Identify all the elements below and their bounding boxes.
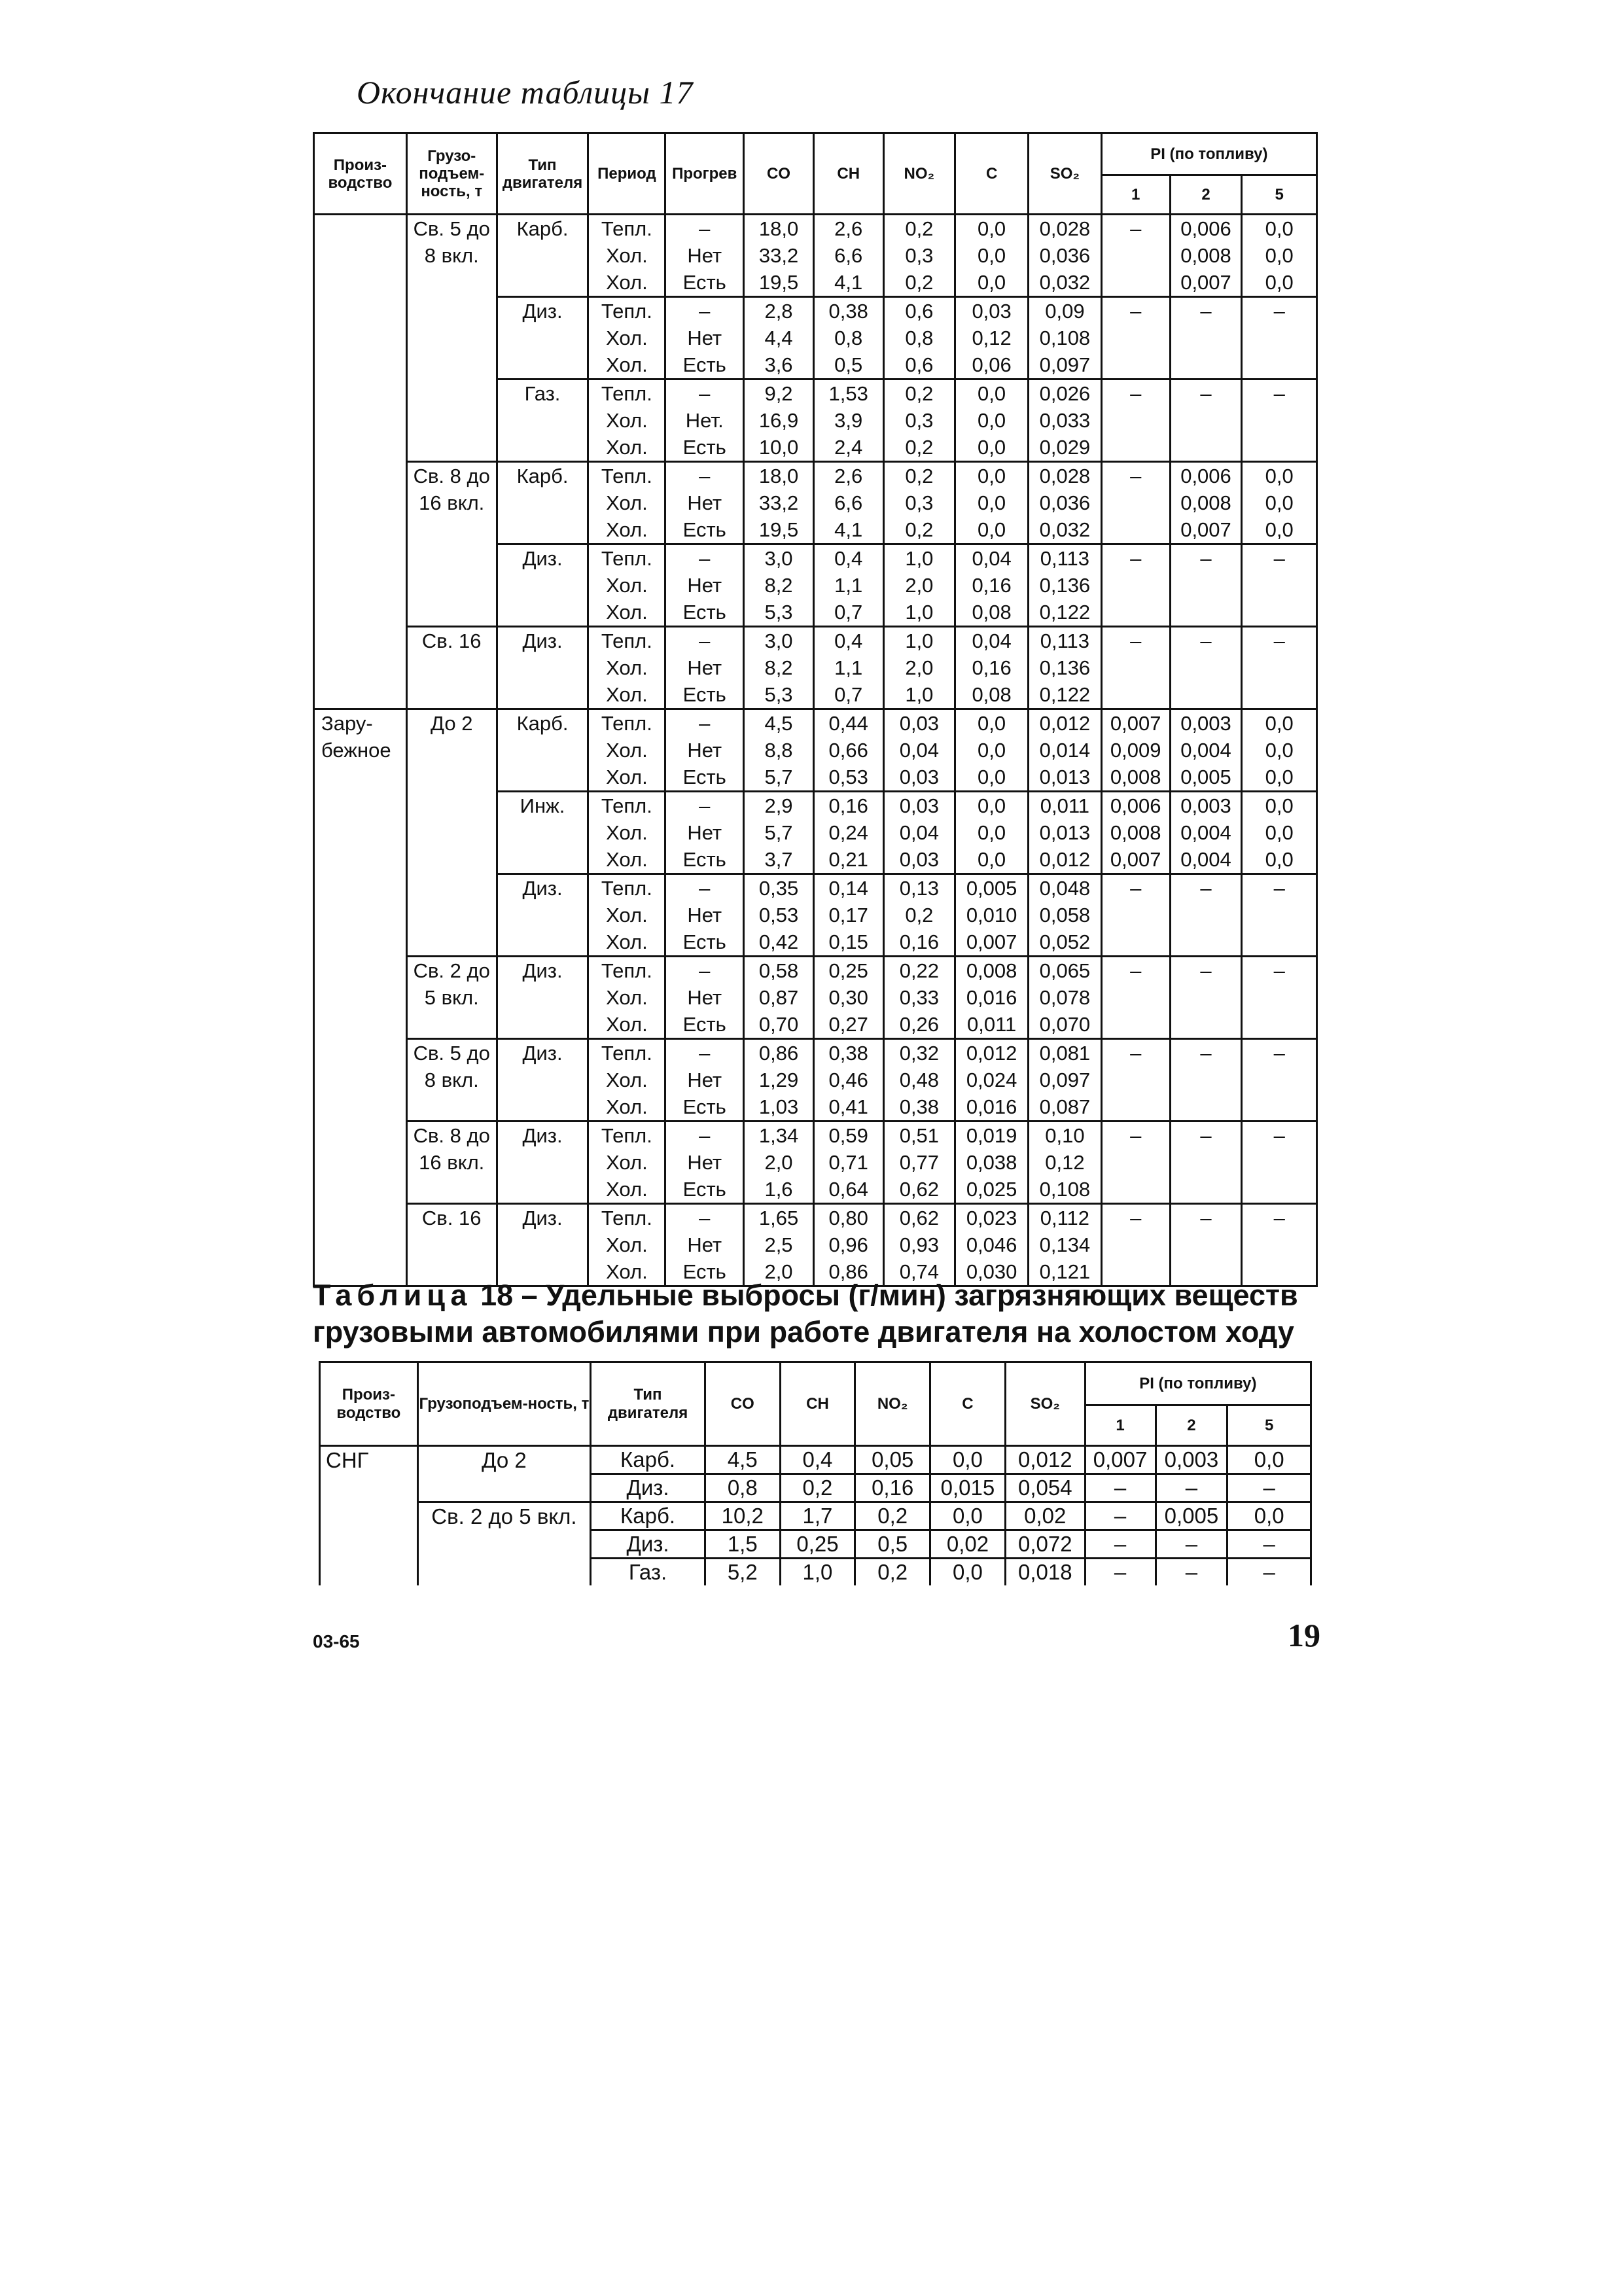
cell-no2: 0,62 0,93 0,74	[883, 1204, 955, 1286]
cell-pi1: –	[1101, 1204, 1170, 1286]
cell-pi2: 0,003 0,004 0,004	[1170, 792, 1242, 874]
cell-so2: 0,081 0,097 0,087	[1029, 1039, 1102, 1122]
cell-producer: СНГ	[320, 1446, 418, 1474]
cell-pi5: 0,0	[1227, 1446, 1311, 1474]
cell-co: 2,9 5,7 3,7	[744, 792, 814, 874]
cell-co: 18,0 33,2 19,5	[744, 462, 814, 544]
cell-capacity	[417, 1530, 590, 1559]
cell-so2: 0,113 0,136 0,122	[1029, 544, 1102, 627]
cell-warmup: – Нет Есть	[665, 874, 744, 957]
t18-header-co: CO	[705, 1362, 780, 1446]
cell-c: 0,012 0,024 0,016	[955, 1039, 1029, 1122]
cell-period: Тепл. Хол. Хол.	[588, 1122, 665, 1204]
cell-ch: 0,4 1,1 0,7	[813, 544, 883, 627]
cell-pi1: –	[1085, 1502, 1156, 1530]
table-row	[314, 709, 1317, 792]
cell-co: 4,5 8,8 5,7	[744, 709, 814, 792]
cell-co: 2,8 4,4 3,6	[744, 297, 814, 380]
cell-ch: 1,53 3,9 2,4	[813, 380, 883, 462]
cell-ch: 0,80 0,96 0,86	[813, 1204, 883, 1286]
cell-pi1: –	[1101, 627, 1170, 709]
cell-so2: 0,09 0,108 0,097	[1029, 297, 1102, 380]
table-row	[314, 215, 1317, 297]
cell-producer	[320, 1502, 418, 1530]
cell-producer	[314, 627, 407, 709]
cell-pi5: 0,0 0,0 0,0	[1242, 215, 1317, 297]
cell-ch: 0,59 0,71 0,64	[813, 1122, 883, 1204]
cell-pi5: 0,0	[1227, 1502, 1311, 1530]
t18-header-pi-1: 1	[1085, 1405, 1156, 1446]
cell-engine: Диз.	[591, 1474, 705, 1502]
table-row	[320, 1474, 1311, 1502]
cell-pi1: –	[1085, 1530, 1156, 1559]
cell-c: 0,0	[930, 1502, 1006, 1530]
cell-no2: 0,13 0,2 0,16	[883, 874, 955, 957]
table-row	[314, 1122, 1317, 1204]
table-row	[314, 297, 1317, 380]
cell-pi1: –	[1101, 1122, 1170, 1204]
cell-pi2: 0,006 0,008 0,007	[1170, 462, 1242, 544]
cell-engine: Диз.	[497, 297, 588, 380]
cell-producer	[320, 1559, 418, 1586]
cell-engine: Диз.	[591, 1530, 705, 1559]
cell-no2: 0,5	[855, 1530, 930, 1559]
cell-producer	[314, 215, 407, 297]
cell-producer	[314, 380, 407, 462]
cell-so2: 0,112 0,134 0,121	[1029, 1204, 1102, 1286]
cell-no2: 0,2	[855, 1502, 930, 1530]
cell-pi2: –	[1156, 1530, 1227, 1559]
cell-producer: Зару-бежное	[314, 709, 407, 792]
cell-pi2: –	[1170, 1122, 1242, 1204]
cell-pi2: 0,003 0,004 0,005	[1170, 709, 1242, 792]
header-period: Период	[588, 133, 665, 215]
cell-ch: 0,4 1,1 0,7	[813, 627, 883, 709]
cell-pi5: 0,0 0,0 0,0	[1242, 709, 1317, 792]
cell-no2: 0,16	[855, 1474, 930, 1502]
table-row	[320, 1530, 1311, 1559]
header-no2: NO₂	[883, 133, 955, 215]
cell-pi5: –	[1242, 627, 1317, 709]
cell-warmup: – Нет Есть	[665, 1039, 744, 1122]
cell-pi2: –	[1170, 1204, 1242, 1286]
cell-no2: 1,0 2,0 1,0	[883, 627, 955, 709]
cell-pi2: –	[1170, 544, 1242, 627]
table-18-title-text: 18 – Удельные выбросы (г/мин) загрязняющих веществ грузовыми автомобилями при работе двигателя на холостом ходу	[313, 1279, 1298, 1349]
cell-no2: 0,05	[855, 1446, 930, 1474]
cell-producer	[314, 544, 407, 627]
cell-ch: 2,6 6,6 4,1	[813, 462, 883, 544]
cell-no2: 1,0 2,0 1,0	[883, 544, 955, 627]
header-engine: Тип двигателя	[497, 133, 588, 215]
cell-producer	[314, 1204, 407, 1286]
cell-pi5: –	[1242, 1122, 1317, 1204]
table-18-title	[313, 1277, 1318, 1351]
t18-header-pi-5: 5	[1227, 1405, 1311, 1446]
cell-capacity: До 2	[406, 709, 497, 792]
cell-pi2: 0,005	[1156, 1502, 1227, 1530]
cell-capacity: Св. 2 до 5 вкл.	[406, 957, 497, 1039]
cell-so2: 0,018	[1005, 1559, 1085, 1586]
cell-capacity	[406, 380, 497, 462]
t18-header-producer: Произ-водство	[320, 1362, 418, 1446]
cell-pi1: –	[1101, 874, 1170, 957]
cell-engine: Газ.	[497, 380, 588, 462]
cell-pi2: 0,006 0,008 0,007	[1170, 215, 1242, 297]
cell-warmup: – Нет Есть	[665, 957, 744, 1039]
cell-pi5: –	[1242, 874, 1317, 957]
table-row	[314, 627, 1317, 709]
cell-pi1: –	[1101, 1039, 1170, 1122]
cell-period: Тепл. Хол. Хол.	[588, 1204, 665, 1286]
cell-co: 4,5	[705, 1446, 780, 1474]
cell-pi2: –	[1170, 297, 1242, 380]
cell-producer	[314, 874, 407, 957]
cell-ch: 0,44 0,66 0,53	[813, 709, 883, 792]
table-row	[314, 957, 1317, 1039]
cell-producer	[314, 957, 407, 1039]
cell-ch: 0,38 0,46 0,41	[813, 1039, 883, 1122]
table-row	[314, 380, 1317, 462]
cell-pi5: –	[1227, 1530, 1311, 1559]
cell-pi2: 0,003	[1156, 1446, 1227, 1474]
table-row	[314, 1039, 1317, 1122]
footer-code: 03-65	[313, 1631, 360, 1651]
cell-engine: Диз.	[497, 957, 588, 1039]
page-number: 19	[1288, 1617, 1320, 1653]
cell-pi5: –	[1227, 1474, 1311, 1502]
cell-engine: Диз.	[497, 627, 588, 709]
cell-pi5: –	[1227, 1559, 1311, 1586]
table-row	[320, 1502, 1311, 1530]
cell-ch: 1,7	[780, 1502, 855, 1530]
cell-engine: Диз.	[497, 544, 588, 627]
cell-so2: 0,065 0,078 0,070	[1029, 957, 1102, 1039]
cell-no2: 0,22 0,33 0,26	[883, 957, 955, 1039]
cell-c: 0,023 0,046 0,030	[955, 1204, 1029, 1286]
cell-capacity: Св. 2 до 5 вкл.	[417, 1502, 590, 1530]
cell-warmup: – Нет Есть	[665, 462, 744, 544]
cell-c: 0,015	[930, 1474, 1006, 1502]
cell-pi1: 0,006 0,008 0,007	[1101, 792, 1170, 874]
cell-warmup: – Нет. Есть	[665, 380, 744, 462]
t18-header-capacity: Грузоподъем-ность, т	[417, 1362, 590, 1446]
cell-so2: 0,012 0,014 0,013	[1029, 709, 1102, 792]
cell-c: 0,0 0,0 0,0	[955, 792, 1029, 874]
cell-pi5: –	[1242, 1039, 1317, 1122]
cell-capacity	[406, 544, 497, 627]
cell-so2: 0,028 0,036 0,032	[1029, 462, 1102, 544]
table-row	[314, 874, 1317, 957]
cell-pi1: 0,007	[1085, 1446, 1156, 1474]
cell-capacity: Св. 8 до 16 вкл.	[406, 1122, 497, 1204]
table-18-body	[320, 1446, 1311, 1586]
cell-co: 0,8	[705, 1474, 780, 1502]
cell-period: Тепл. Хол. Хол.	[588, 297, 665, 380]
table-continuation-caption: Окончание таблицы 17	[357, 74, 694, 111]
cell-pi1: –	[1101, 380, 1170, 462]
cell-pi2: –	[1156, 1559, 1227, 1586]
cell-period: Тепл. Хол. Хол.	[588, 215, 665, 297]
cell-so2: 0,048 0,058 0,052	[1029, 874, 1102, 957]
cell-so2: 0,113 0,136 0,122	[1029, 627, 1102, 709]
cell-c: 0,008 0,016 0,011	[955, 957, 1029, 1039]
cell-co: 3,0 8,2 5,3	[744, 627, 814, 709]
cell-pi1: –	[1101, 957, 1170, 1039]
cell-period: Тепл. Хол. Хол.	[588, 1039, 665, 1122]
cell-c: 0,005 0,010 0,007	[955, 874, 1029, 957]
cell-co: 1,5	[705, 1530, 780, 1559]
cell-so2: 0,011 0,013 0,012	[1029, 792, 1102, 874]
cell-engine: Диз.	[497, 1039, 588, 1122]
header-warmup: Прогрев	[665, 133, 744, 215]
cell-capacity: Св. 5 до 8 вкл.	[406, 215, 497, 297]
cell-so2: 0,026 0,033 0,029	[1029, 380, 1102, 462]
cell-ch: 0,25 0,30 0,27	[813, 957, 883, 1039]
header-ch: CH	[813, 133, 883, 215]
cell-capacity	[417, 1559, 590, 1586]
cell-no2: 0,6 0,8 0,6	[883, 297, 955, 380]
cell-co: 1,65 2,5 2,0	[744, 1204, 814, 1286]
cell-co: 1,34 2,0 1,6	[744, 1122, 814, 1204]
cell-pi5: 0,0 0,0 0,0	[1242, 462, 1317, 544]
cell-no2: 0,51 0,77 0,62	[883, 1122, 955, 1204]
table-row	[314, 1204, 1317, 1286]
cell-warmup: – Нет Есть	[665, 215, 744, 297]
cell-period: Тепл. Хол. Хол.	[588, 462, 665, 544]
cell-c: 0,04 0,16 0,08	[955, 544, 1029, 627]
cell-capacity: Св. 8 до 16 вкл.	[406, 462, 497, 544]
t18-header-engine: Тип двигателя	[591, 1362, 705, 1446]
cell-c: 0,02	[930, 1530, 1006, 1559]
cell-c: 0,03 0,12 0,06	[955, 297, 1029, 380]
cell-period: Тепл. Хол. Хол.	[588, 709, 665, 792]
header-pi: PI (по топливу)	[1101, 133, 1316, 175]
cell-capacity	[406, 297, 497, 380]
cell-pi2: –	[1170, 1039, 1242, 1122]
cell-co: 18,0 33,2 19,5	[744, 215, 814, 297]
cell-pi5: 0,0 0,0 0,0	[1242, 792, 1317, 874]
t18-header-pi: PI (по топливу)	[1085, 1362, 1311, 1405]
cell-c: 0,0 0,0 0,0	[955, 215, 1029, 297]
cell-capacity: Св. 16	[406, 1204, 497, 1286]
header-capacity: Грузо-подъем-ность, т	[406, 133, 497, 215]
cell-pi5: –	[1242, 297, 1317, 380]
cell-period: Тепл. Хол. Хол.	[588, 380, 665, 462]
cell-c: 0,04 0,16 0,08	[955, 627, 1029, 709]
cell-no2: 0,32 0,48 0,38	[883, 1039, 955, 1122]
t18-header-pi-2: 2	[1156, 1405, 1227, 1446]
cell-ch: 0,14 0,17 0,15	[813, 874, 883, 957]
cell-co: 3,0 8,2 5,3	[744, 544, 814, 627]
cell-ch: 0,16 0,24 0,21	[813, 792, 883, 874]
header-pi-2: 2	[1170, 175, 1242, 215]
cell-ch: 0,38 0,8 0,5	[813, 297, 883, 380]
cell-pi1: –	[1101, 462, 1170, 544]
cell-pi1: –	[1085, 1474, 1156, 1502]
cell-c: 0,0 0,0 0,0	[955, 462, 1029, 544]
cell-engine: Карб.	[591, 1502, 705, 1530]
cell-warmup: – Нет Есть	[665, 627, 744, 709]
cell-ch: 2,6 6,6 4,1	[813, 215, 883, 297]
cell-capacity: Св. 16	[406, 627, 497, 709]
cell-c: 0,0	[930, 1446, 1006, 1474]
cell-producer	[320, 1530, 418, 1559]
table-17	[313, 132, 1318, 1287]
header-pi-5: 5	[1242, 175, 1317, 215]
cell-so2: 0,028 0,036 0,032	[1029, 215, 1102, 297]
cell-period: Тепл. Хол. Хол.	[588, 874, 665, 957]
cell-warmup: – Нет Есть	[665, 1204, 744, 1286]
cell-capacity	[406, 792, 497, 874]
cell-ch: 1,0	[780, 1559, 855, 1586]
t18-header-no2: NO₂	[855, 1362, 930, 1446]
cell-pi5: –	[1242, 380, 1317, 462]
cell-warmup: – Нет Есть	[665, 792, 744, 874]
header-producer: Произ-водство	[314, 133, 407, 215]
cell-no2: 0,2 0,3 0,2	[883, 215, 955, 297]
cell-co: 0,86 1,29 1,03	[744, 1039, 814, 1122]
cell-co: 9,2 16,9 10,0	[744, 380, 814, 462]
cell-so2: 0,072	[1005, 1530, 1085, 1559]
cell-engine: Карб.	[497, 462, 588, 544]
cell-no2: 0,2	[855, 1559, 930, 1586]
cell-no2: 0,03 0,04 0,03	[883, 792, 955, 874]
table-18	[319, 1361, 1312, 1585]
cell-c: 0,019 0,038 0,025	[955, 1122, 1029, 1204]
cell-capacity: До 2	[417, 1446, 590, 1474]
header-pi-1: 1	[1101, 175, 1170, 215]
cell-capacity	[406, 874, 497, 957]
cell-capacity: Св. 5 до 8 вкл.	[406, 1039, 497, 1122]
cell-producer	[320, 1474, 418, 1502]
cell-engine: Инж.	[497, 792, 588, 874]
cell-period: Тепл. Хол. Хол.	[588, 957, 665, 1039]
cell-ch: 0,2	[780, 1474, 855, 1502]
header-so2: SO₂	[1029, 133, 1102, 215]
cell-co: 0,35 0,53 0,42	[744, 874, 814, 957]
cell-warmup: – Нет Есть	[665, 544, 744, 627]
cell-so2: 0,012	[1005, 1446, 1085, 1474]
cell-producer	[314, 1039, 407, 1122]
cell-pi1: 0,007 0,009 0,008	[1101, 709, 1170, 792]
header-co: CO	[744, 133, 814, 215]
cell-engine: Карб.	[497, 215, 588, 297]
cell-warmup: – Нет Есть	[665, 297, 744, 380]
cell-no2: 0,03 0,04 0,03	[883, 709, 955, 792]
cell-engine: Диз.	[497, 1204, 588, 1286]
cell-pi5: –	[1242, 957, 1317, 1039]
cell-ch: 0,25	[780, 1530, 855, 1559]
cell-so2: 0,10 0,12 0,108	[1029, 1122, 1102, 1204]
cell-co: 10,2	[705, 1502, 780, 1530]
t18-header-c: C	[930, 1362, 1006, 1446]
cell-pi2: –	[1170, 380, 1242, 462]
cell-pi5: –	[1242, 544, 1317, 627]
cell-c: 0,0	[930, 1559, 1006, 1586]
table-17-body	[314, 215, 1317, 1286]
header-c: C	[955, 133, 1029, 215]
cell-c: 0,0 0,0 0,0	[955, 380, 1029, 462]
cell-warmup: – Нет Есть	[665, 1122, 744, 1204]
cell-pi5: –	[1242, 1204, 1317, 1286]
cell-producer	[314, 1122, 407, 1204]
cell-pi1: –	[1101, 544, 1170, 627]
cell-engine: Карб.	[591, 1446, 705, 1474]
cell-engine: Диз.	[497, 1122, 588, 1204]
cell-engine: Диз.	[497, 874, 588, 957]
table-row	[320, 1559, 1311, 1586]
table-row	[314, 544, 1317, 627]
cell-c: 0,0 0,0 0,0	[955, 709, 1029, 792]
cell-period: Тепл. Хол. Хол.	[588, 792, 665, 874]
cell-engine: Карб.	[497, 709, 588, 792]
cell-pi2: –	[1156, 1474, 1227, 1502]
cell-co: 5,2	[705, 1559, 780, 1586]
cell-capacity	[417, 1474, 590, 1502]
table-row	[320, 1446, 1311, 1474]
cell-no2: 0,2 0,3 0,2	[883, 380, 955, 462]
cell-pi2: –	[1170, 874, 1242, 957]
cell-pi2: –	[1170, 957, 1242, 1039]
cell-no2: 0,2 0,3 0,2	[883, 462, 955, 544]
cell-so2: 0,054	[1005, 1474, 1085, 1502]
table-row	[314, 462, 1317, 544]
cell-pi1: –	[1085, 1559, 1156, 1586]
cell-so2: 0,02	[1005, 1502, 1085, 1530]
cell-period: Тепл. Хол. Хол.	[588, 544, 665, 627]
cell-producer	[314, 792, 407, 874]
t18-header-ch: CH	[780, 1362, 855, 1446]
t18-header-so2: SO₂	[1005, 1362, 1085, 1446]
table-18-title-word: Таблица	[313, 1279, 472, 1312]
cell-producer	[314, 462, 407, 544]
cell-pi2: –	[1170, 627, 1242, 709]
table-row	[314, 792, 1317, 874]
cell-pi1: –	[1101, 297, 1170, 380]
cell-warmup: – Нет Есть	[665, 709, 744, 792]
cell-period: Тепл. Хол. Хол.	[588, 627, 665, 709]
cell-producer	[314, 297, 407, 380]
cell-engine: Газ.	[591, 1559, 705, 1586]
cell-pi1: –	[1101, 215, 1170, 297]
cell-ch: 0,4	[780, 1446, 855, 1474]
cell-co: 0,58 0,87 0,70	[744, 957, 814, 1039]
